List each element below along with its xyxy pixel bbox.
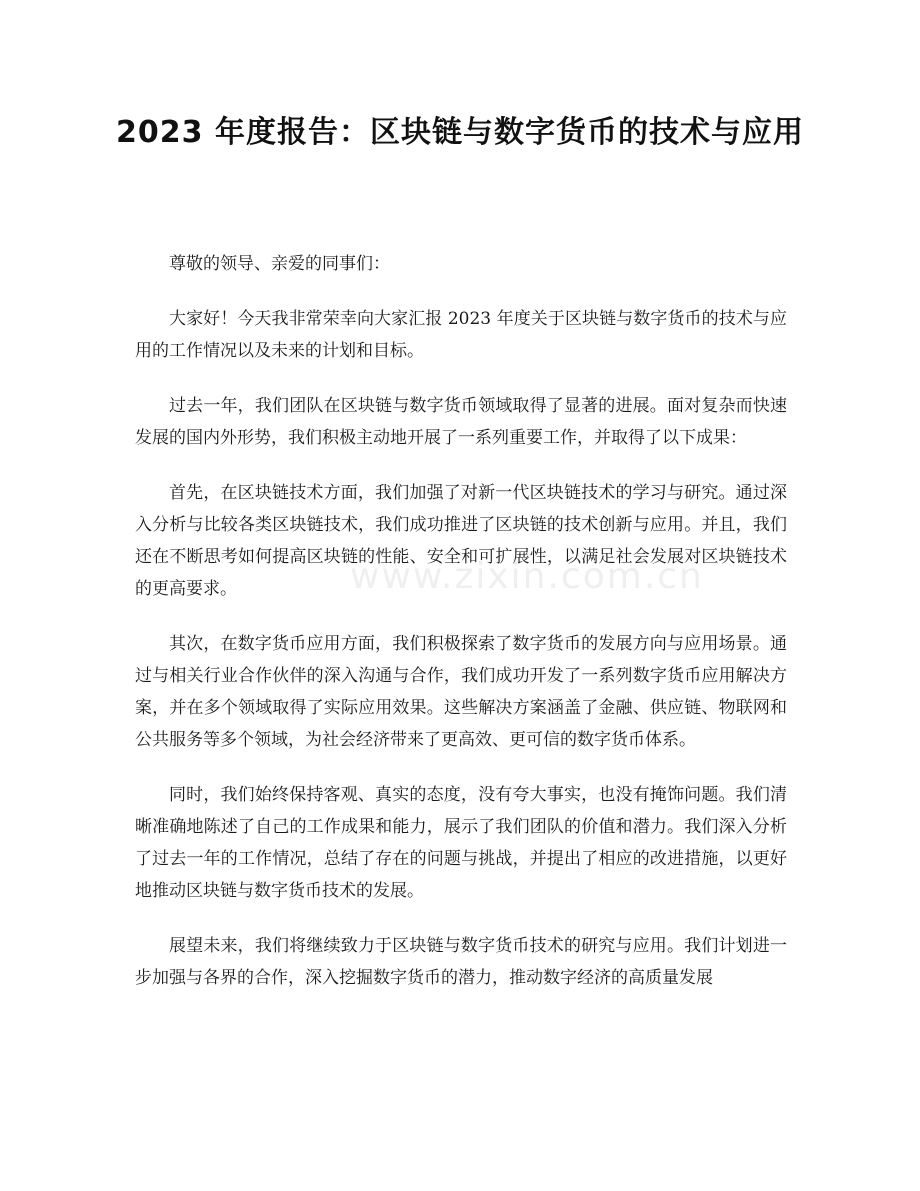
paragraph-attitude: 同时，我们始终保持客观、真实的态度，没有夸大事实，也没有掩饰问题。我们清晰准确地陈述了自己的工作成果和能力，展示了我们团队的价值和潜力。我们深入分析了过去一年的工作情况，总结了存在的问题与挑战，并提出了相应的改进措施，以更好地推动区块链与数字货币技术的发展。 [135, 785, 787, 901]
paragraph-salutation: 尊敬的领导、亲爱的同事们： [169, 254, 390, 274]
document-body [135, 248, 787, 1017]
document-title: 2023 年度报告：区块链与数字货币的技术与应用 [116, 115, 804, 150]
paragraph-outlook: 展望未来，我们将继续致力于区块链与数字货币技术的研究与应用。我们计划进一步加强与各界的合作，深入挖掘数字货币的潜力，推动数字经济的高质量发展 [135, 936, 787, 988]
paragraph-blockchain-tech: 首先，在区块链技术方面，我们加强了对新一代区块链技术的学习与研究。通过深入分析与比较各类区块链技术，我们成功推进了区块链的技术创新与应用。并且，我们还在不断思考如何提高区块链的性能、安全和可扩展性，以满足社会发展对区块链技术的更高要求。 [135, 483, 787, 599]
paragraph-past-year: 过去一年，我们团队在区块链与数字货币领域取得了显著的进展。面对复杂而快速发展的国内外形势，我们积极主动地开展了一系列重要工作，并取得了以下成果： [135, 396, 787, 448]
watermark: www.zixin.com.cn [350, 556, 704, 597]
paragraph-greeting: 大家好！今天我非常荣幸向大家汇报 2023 年度关于区块链与数字货币的技术与应用的工作情况以及未来的计划和目标。 [135, 309, 787, 361]
paragraph-digital-currency: 其次，在数字货币应用方面，我们积极探索了数字货币的发展方向与应用场景。通过与相关行业合作伙伴的深入沟通与合作，我们成功开发了一系列数字货币应用解决方案，并在多个领域取得了实际应用效果。这些解决方案涵盖了金融、供应链、物联网和公共服务等多个领域，为社会经济带来了更高效、更可信的数字货币体系。 [135, 634, 787, 750]
